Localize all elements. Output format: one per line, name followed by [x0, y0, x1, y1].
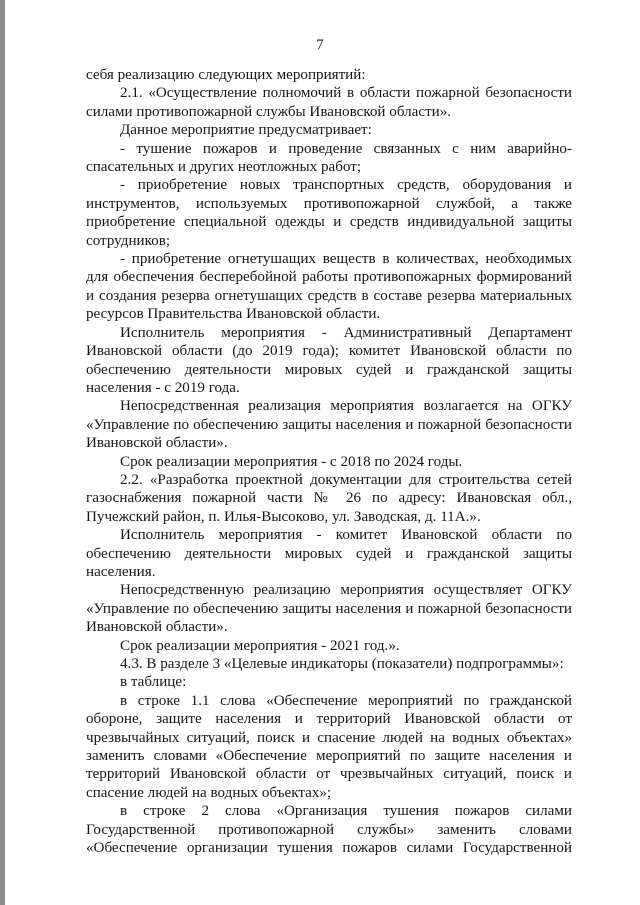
paragraph-row-1-1-change: в строке 1.1 слова «Обеспечение мероприятий по гражданской обороне, защите населения и территорий Ивановской области от чрезвычайных ситуаций, поиск и спасение людей на водных объектах» заменить словами «Обеспечение мероприятий по защите населения и территорий Ивановской области от чрезвычайных ситуаций, поиск и спасение людей на водных объектах»; — [86, 692, 572, 801]
paragraph-executor-2-1: Исполнитель мероприятия - Административный Департамент Ивановской области (до 2019 года); комитет Ивановской области по обеспечению деятельности мировых судей и гражданской защиты населения - с 2019 года. — [86, 324, 572, 396]
paragraph-row-2-change: в строке 2 слова «Организация тушения пожаров силами Государственной противопожарной службы» заменить словами «Обеспечение организации тушения пожаров силами Государственной — [86, 803, 572, 857]
paragraph-measure-2-1: 2.1. «Осуществление полномочий в области пожарной безопасности силами противопожарной службы Ивановской области». — [86, 85, 572, 120]
scan-left-edge — [0, 0, 5, 905]
paragraph-measure-2-2: 2.2. «Разработка проектной документации для строительства сетей газоснабжения пожарной части № 26 по адресу: Ивановская обл., Пучежский район, п. Илья-Высоково, ул. Заводская, д. 11А.». — [86, 471, 572, 525]
paragraph-term-2-1: Срок реализации мероприятия - с 2018 по 2024 годы. — [120, 453, 463, 470]
paragraph-implementation-2-1: Непосредственная реализация мероприятия возлагается на ОГКУ «Управление по обеспечению защиты населения и пожарной безопасности Ивановской области». — [86, 398, 572, 452]
paragraph-implementation-2-2: Непосредственную реализацию мероприятия осуществляет ОГКУ «Управление по обеспечению защиты населения и пожарной безопасности Ивановской области». — [86, 582, 572, 636]
paragraph-section-4-3: 4.3. В разделе 3 «Целевые индикаторы (показатели) подпрограммы»: — [120, 656, 564, 672]
paragraph-list-item-firefighting: - тушение пожаров и проведение связанных с ним аварийно-спасательных и других неотложных работ; — [86, 140, 572, 176]
paragraph-executor-2-2: Исполнитель мероприятия - комитет Ивановской области по обеспечению деятельности мировых судей и гражданской защиты населения. — [86, 527, 572, 580]
paragraph-measure-provides: Данное мероприятие предусматривает: — [120, 122, 372, 139]
page-number: 7 — [316, 37, 324, 53]
paragraph-intro-continuation: себя реализацию следующих мероприятий: — [86, 67, 366, 83]
paragraph-list-item-extinguishing-agents: - приобретение огнетушащих веществ в количествах, необходимых для обеспечения бесперебойной работы противопожарных формирований и создания резерва огнетушащих средств в составе резерва материальных ресурсов Правительства Ивановской области. — [86, 251, 572, 323]
document-body — [86, 66, 572, 857]
paragraph-list-item-vehicles: - приобретение новых транспортных средств, оборудования и инструментов, используемых противопожарной службой, а также приобретение специальной одежды и средств индивидуальной защиты сотрудников; — [86, 177, 572, 249]
paragraph-in-table: в таблице: — [120, 674, 187, 691]
paragraph-term-2-2: Срок реализации мероприятия - 2021 год.». — [120, 637, 400, 654]
